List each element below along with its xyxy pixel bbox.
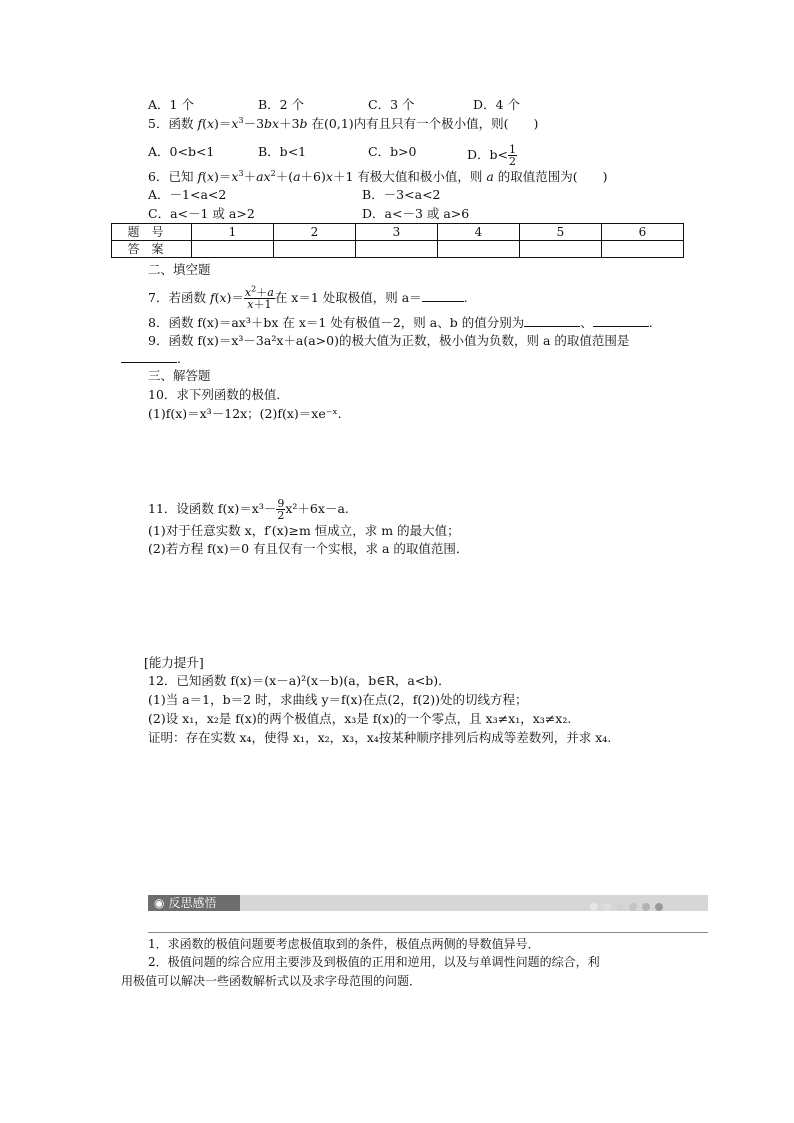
dot-icon [616, 903, 624, 911]
dot-icon [655, 903, 663, 911]
reflection-header-tab [148, 895, 240, 911]
dot-icon [629, 903, 637, 911]
q5-option-a: A．0<b<1 [148, 144, 215, 159]
q5-mid: 在(0,1)内有且只有一个极小值，则( ) [311, 116, 539, 131]
section-answer-title: 三、解答题 [148, 368, 211, 383]
answer-table-answer-row [112, 241, 684, 258]
answer-label: 答案 [112, 241, 192, 258]
answer-cell[interactable] [192, 241, 274, 258]
q5-stem: 5．函数 $f(x)=x^3-3bx+3b$ 在(0,1)内有且只有一个极小值，则( ) [148, 115, 539, 131]
q6-post: 的取值范围为( ) [493, 169, 608, 184]
q6-option-a: A．－1<a<2 [148, 187, 227, 202]
q11-part1: (1)对于任意实数 x，f′(x)≥m 恒成立，求 m 的最大值； [148, 523, 460, 538]
q5-option-d [467, 144, 517, 167]
q7-post: 在 x＝1 处取极值，则 a＝ [274, 290, 422, 305]
q11-fraction: $\frac{9}{2}$ [277, 497, 285, 522]
answer-cell[interactable] [438, 241, 520, 258]
section-fill-in-title: 二、填空题 [148, 262, 211, 277]
q4-option-a: A．1 个 [148, 97, 194, 112]
q11-part2: (2)若方程 f(x)＝0 有且仅有一个实根，求 a 的取值范围． [148, 541, 469, 556]
dot-icon [642, 903, 650, 911]
q6-option-d: D．a<－3 或 a>6 [362, 206, 470, 221]
q6-stem: 6．已知 $f(x)=x^3+ax^2+(a+6)x+1$ 有极大值和极小值，则 a 的取值范围为( ) [148, 168, 608, 184]
q11-stem [148, 497, 349, 521]
q12-line1: 12．已知函数 f(x)＝(x－a)²(x－b)(a，b∈R，a<b)． [148, 673, 451, 688]
q8-answer-blank-a[interactable] [524, 315, 580, 327]
answer-cell[interactable] [356, 241, 438, 258]
q6-pre: 6．已知 [148, 169, 198, 184]
q12-line2: (1)当 a＝1，b＝2 时，求曲线 y＝f(x)在点(2，f(2))处的切线方程； [148, 692, 528, 707]
q10-parts: (1)f(x)＝x³－12x；(2)f(x)＝xe⁻ˣ. [148, 406, 342, 421]
q5-fraction: $\frac{1}{2}$ [509, 143, 516, 168]
question-number-cell: 1 [192, 224, 274, 241]
answer-cell[interactable] [520, 241, 602, 258]
q8-text: 8．函数 f(x)＝ax³＋bx 在 x＝1 处有极值－2，则 a、b 的值分别为 [148, 315, 525, 330]
question-number-cell: 6 [602, 224, 684, 241]
question-number-cell: 2 [274, 224, 356, 241]
q9-answer-blank[interactable] [121, 351, 177, 363]
q6-option-c: C．a<－1 或 a>2 [148, 206, 255, 221]
answer-table-header-row [112, 224, 684, 241]
q11-pre: 11．设函数 f(x)＝x³－ [148, 501, 277, 516]
q7-answer-blank[interactable] [422, 290, 464, 302]
q9-answer-line: . [121, 351, 181, 366]
q5-option-c: C．b>0 [368, 144, 417, 159]
q9-stem: 9．函数 f(x)＝x³－3a²x＋a(a>0)的极大值为正数，极小值为负数，则 a 的取值范围是 [148, 333, 630, 348]
reflection-title: 反思感悟 [168, 896, 217, 910]
answer-table [111, 223, 684, 258]
dot-icon [603, 903, 611, 911]
reflection-p1: 1．求函数的极值问题要考虑极值取到的条件，极值点两侧的导数值异号． [148, 937, 540, 951]
q7-stem: 7．若函数 f(x)＝ $\frac{x^2+a}{x+1}$ 在 x＝1 处取极值，则 a＝ . [148, 284, 468, 311]
question-number-label: 题号 [112, 224, 192, 241]
q5-option-d-label: D．b< [467, 147, 508, 162]
q10-title: 10．求下列函数的极值． [148, 387, 289, 402]
question-number-cell: 5 [520, 224, 602, 241]
target-circle-icon: ◉ [154, 896, 165, 910]
q8-stem: 8．函数 f(x)＝ax³＋bx 在 x＝1 处有极值－2，则 a、b 的值分别为 、 . [148, 315, 653, 330]
decorative-dots [590, 899, 668, 914]
q6-mid: 有极大值和极小值，则 [357, 169, 487, 184]
q6-option-b: B．－3<a<2 [362, 187, 441, 202]
q5-pre: 5．函数 [148, 116, 198, 131]
q7-fraction: $\frac{x^2+a}{x+1}$ [244, 284, 274, 311]
answer-cell[interactable] [274, 241, 356, 258]
q5-option-b: B．b<1 [258, 144, 307, 159]
q8-separator: 、 [580, 315, 593, 330]
q4-option-b: B．2 个 [258, 97, 305, 112]
answer-cell[interactable] [602, 241, 684, 258]
q12-line4: 证明：存在实数 x₄，使得 x₁，x₂，x₃，x₄按某种顺序排列后构成等差数列，并求 x₄. [148, 730, 612, 745]
q7-pre: 7．若函数 [148, 290, 210, 305]
reflection-p2b: 用极值可以解决一些函数解析式以及求字母范围的问题． [121, 974, 422, 988]
reflection-divider [148, 932, 708, 933]
q8-answer-blank-b[interactable] [593, 315, 649, 327]
question-number-cell: 4 [438, 224, 520, 241]
q4-option-d: D．4 个 [473, 97, 520, 112]
q4-option-c: C．3 个 [368, 97, 415, 112]
dot-icon [590, 903, 598, 911]
q11-post: x²＋6x－a. [285, 501, 349, 516]
reflection-p2a: 2．极值问题的综合应用主要涉及到极值的正用和逆用，以及与单调性问题的综合，利 [148, 955, 600, 969]
q12-line3: (2)设 x₁，x₂是 f(x)的两个极值点，x₃是 f(x)的一个零点，且 x₃≠x₁，x₃≠x₂. [148, 711, 572, 726]
question-number-cell: 3 [356, 224, 438, 241]
ability-heading: [能力提升] [144, 655, 204, 670]
